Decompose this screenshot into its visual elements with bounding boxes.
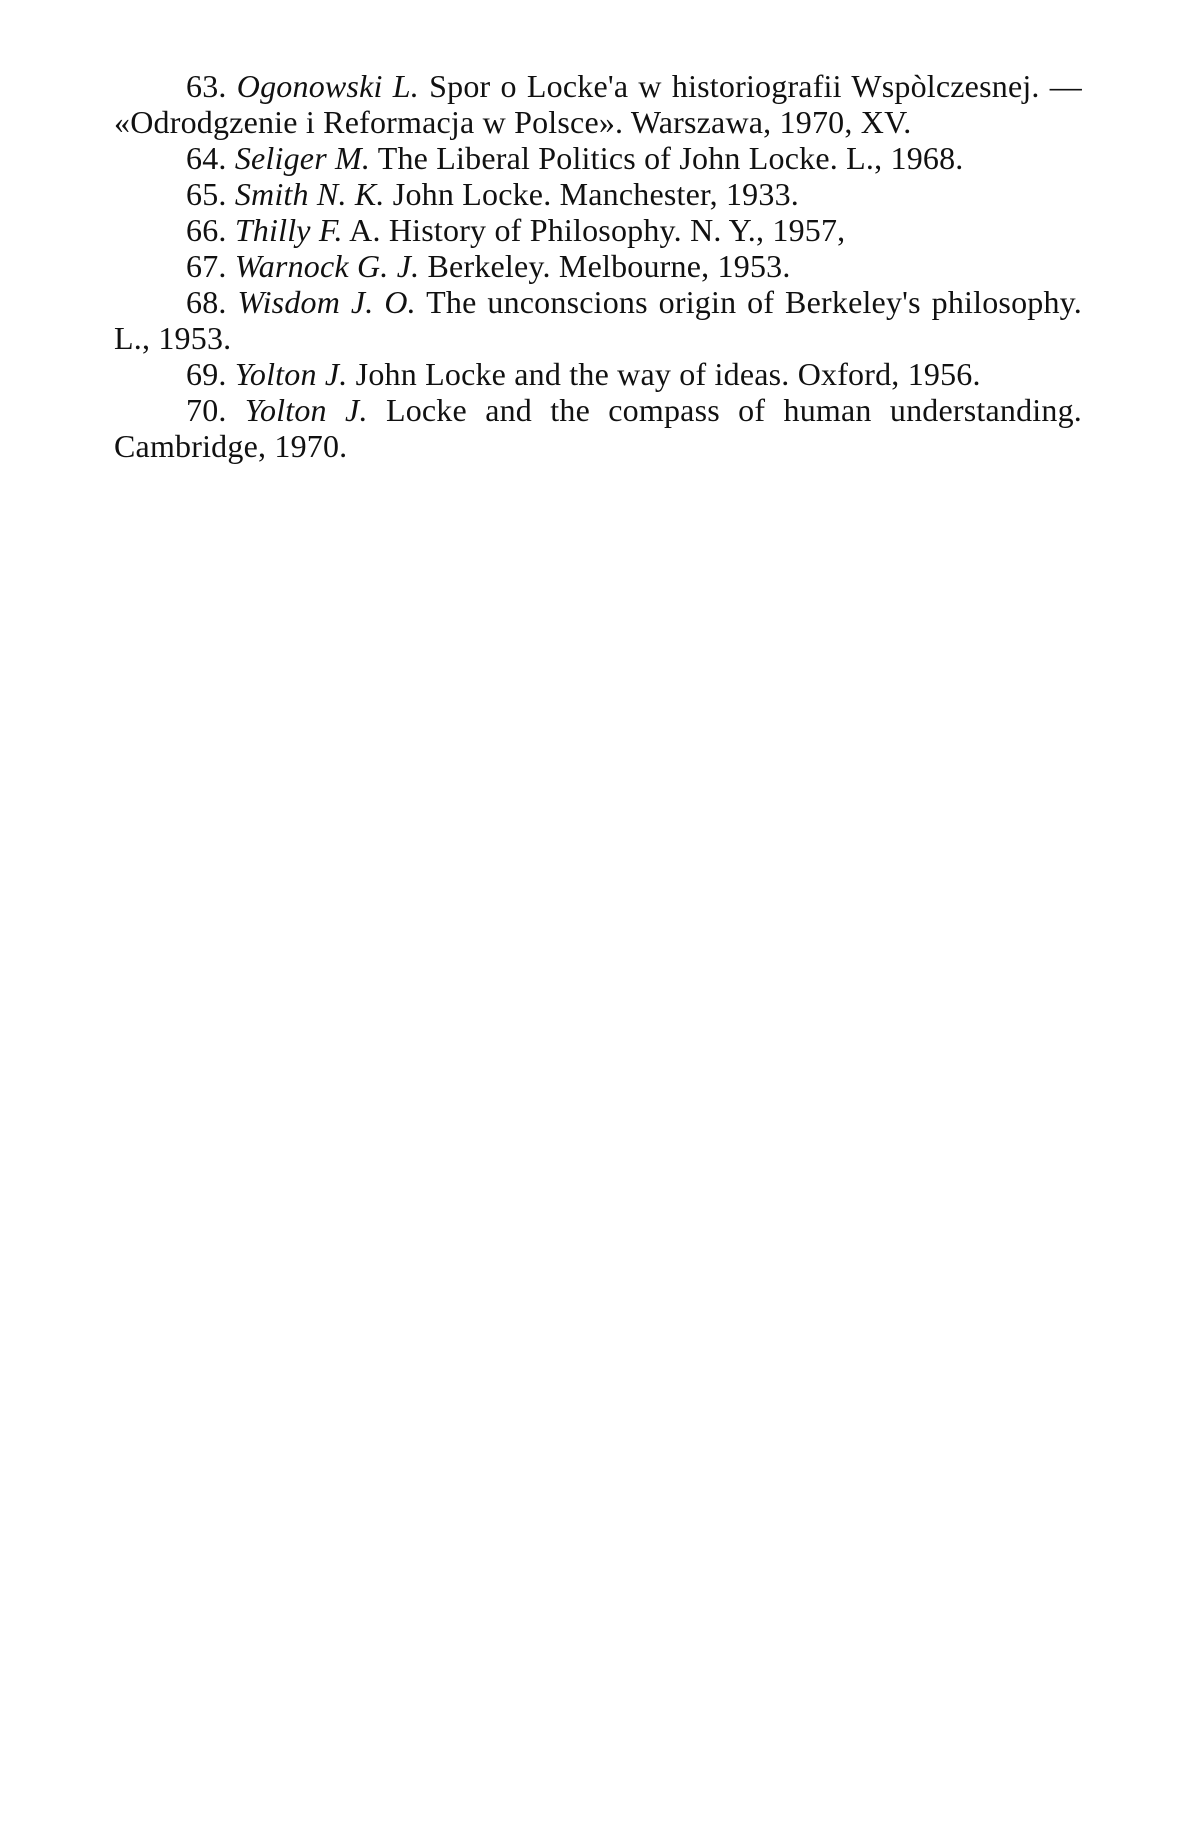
entry-text: A. History of Philosophy. N. Y., 1957, [342, 212, 846, 248]
entry-number: 68. [186, 284, 227, 320]
entry-author: Smith N. K. [234, 176, 385, 212]
bibliography-entry-65 [114, 176, 1082, 212]
entry-text: Berkeley. Melbourne, 1953. [419, 248, 791, 284]
bibliography-entry-66 [114, 212, 1082, 248]
entry-number: 66. [186, 212, 227, 248]
bibliography-entry-68 [114, 284, 1082, 356]
bibliography-entry-63 [114, 68, 1082, 140]
entry-author: Seliger M. [234, 140, 371, 176]
bibliography-entry-70 [114, 392, 1082, 464]
entry-number: 70. [186, 392, 227, 428]
entry-text: The unconscions origin of Berkeley's philosophy. L., 1953. [114, 284, 1082, 356]
entry-author: Wisdom J. O. [237, 284, 416, 320]
entry-number: 65. [186, 176, 227, 212]
bibliography-entry-64 [114, 140, 1082, 176]
entry-author: Warnock G. J. [234, 248, 420, 284]
entry-text: John Locke and the way of ideas. Oxford, 1956. [347, 356, 981, 392]
bibliography-entry-69 [114, 356, 1082, 392]
entry-author: Ogonowski L. [236, 68, 419, 104]
entry-number: 67. [186, 248, 227, 284]
entry-number: 64. [186, 140, 227, 176]
bibliography-entry-67 [114, 248, 1082, 284]
entry-text: John Locke. Manchester, 1933. [384, 176, 799, 212]
entry-text: Spor o Locke'a w historiografii Wspòlczesnej. — «Odrodgzenie i Reformacja w Polsce». Warszawa, 1970, XV. [114, 68, 1082, 140]
entry-author: Thilly F. [234, 212, 343, 248]
entry-text: Locke and the compass of human understanding. Cambridge, 1970. [114, 392, 1083, 464]
entry-number: 69. [186, 356, 227, 392]
entry-author: Yolton J. [244, 392, 368, 428]
entry-number: 63. [186, 68, 227, 104]
entry-text: The Liberal Politics of John Locke. L., 1968. [370, 140, 964, 176]
entry-author: Yolton J. [234, 356, 348, 392]
bibliography-list [114, 68, 1082, 464]
